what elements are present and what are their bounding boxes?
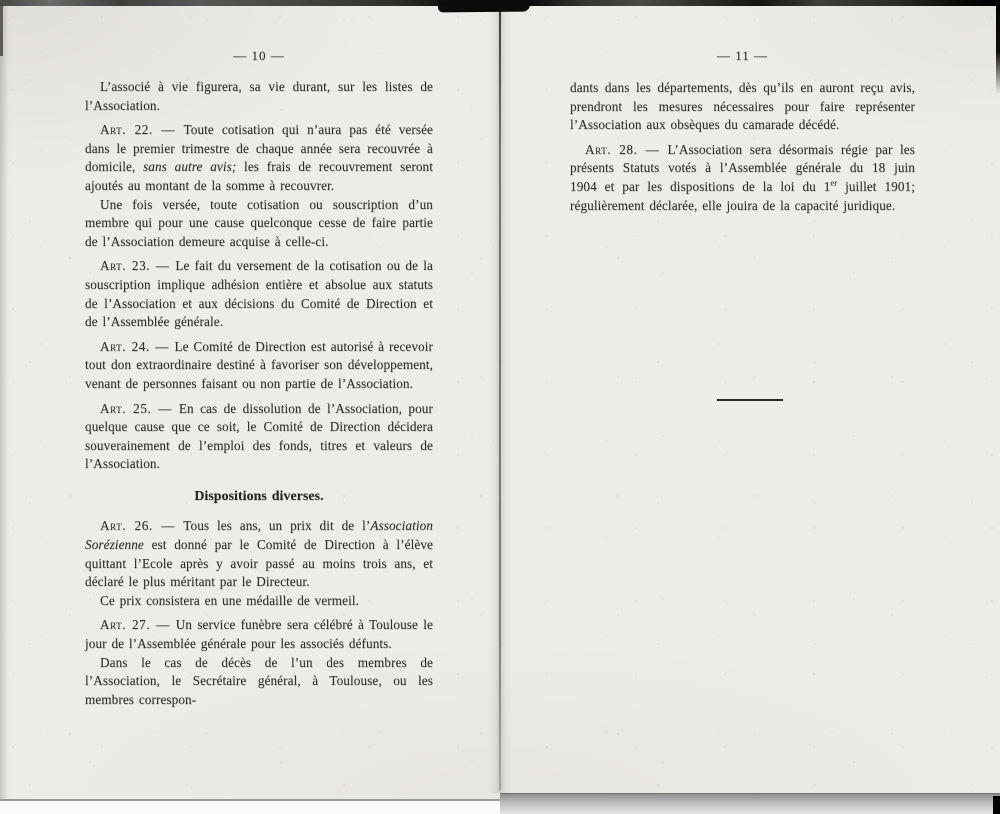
text-segment: Un service funèbre sera célébré à Toulouse le jour de l’Assemblée générale pour les associés défunts. (85, 617, 433, 652)
text-segment: Association Sorézienne (85, 518, 433, 553)
text-segment: Art. 25. — (100, 400, 179, 416)
text-segment: Art. 26. — (100, 518, 184, 534)
paragraph-ce-prix (85, 592, 433, 611)
text-segment: les frais de recouvrement seront ajoutés au montant de la somme à recouvrer. (85, 159, 433, 193)
text-segment: Art. 27. — (100, 617, 176, 633)
text-segment: Art. 22. — (100, 122, 184, 138)
end-of-statutes-rule (717, 399, 783, 401)
text-segment: er (830, 177, 838, 188)
paragraph-dants-continuation (570, 79, 915, 135)
scan-bottom-right-corner-artifact (993, 796, 1000, 814)
text-segment: Tous les ans, un prix dit de l’ (183, 518, 371, 534)
paragraph-article-23 (85, 257, 433, 331)
text-segment: dants dans les départements, dès qu’ils en auront reçu avis, prendront les mesures nécessaires pour faire représenter l’Association aux obsèques du camarade décédé. (570, 80, 915, 133)
paragraph-article-26 (85, 517, 433, 591)
page-number-left: — 10 — (233, 48, 285, 63)
paragraph-article-22 (85, 121, 433, 195)
text-segment: L’Association sera désormais régie par les présents Statuts votés à l’Assemblée générale du 18 juin 1904 et par les dispositions de la loi du 1 (570, 141, 915, 194)
text-segment: L’associé à vie figurera, sa vie durant, sur les listes de l’Association. (85, 79, 433, 113)
section-heading-dispositions-diverses: Dispositions diverses. (194, 487, 324, 503)
page-number-right: — 11 — (716, 48, 769, 63)
text-segment: Art. 28. — (585, 141, 668, 157)
text-segment: Le fait du versement de la cotisation ou de la souscription implique adhésion entière et absolue aux statuts de l’Association et aux décisions du Comité de Direction et de l’Assemblée générale. (85, 258, 433, 330)
scan-bottom-left-edge (0, 799, 500, 814)
text-segment: Toute cotisation qui n’aura pas été versée dans le premier trimestre de chaque année sera recouvrée à domicile, (85, 122, 433, 175)
paragraph-article-24 (85, 338, 433, 394)
right-page-text-column (570, 79, 915, 401)
scan-bottom-right-shadow (500, 793, 1000, 814)
page-fold-line (499, 4, 501, 790)
text-segment: est donné par le Comité de Direction à l’élève quittant l’Ecole après y avoir passé au moins trois ans, et déclaré le plus méritant par le Directeur. (85, 537, 433, 590)
text-segment: Art. 24. — (100, 338, 175, 354)
scan-right-edge-artifact (996, 0, 1000, 94)
text-segment: sans autre avis; (143, 159, 237, 175)
text-segment: juillet 1901; régulièrement déclarée, elle jouira de la capacité juridique. (570, 178, 915, 213)
text-segment: Art. 23. — (100, 258, 176, 274)
paragraph-article-25 (85, 400, 433, 474)
text-segment: Le Comité de Direction est autorisé à recevoir tout don extraordinaire destiné à favoriser son développement, venant de personnes faisant ou non partie de l’Association. (85, 338, 433, 391)
paragraph-article-28 (570, 141, 915, 215)
text-segment: En cas de dissolution de l’Association, pour quelque cause que ce soit, le Comité de Direction décidera souverainement de l’emploi des fonds, titres et valeurs de l’Association. (85, 400, 433, 472)
scan-top-center-artifact (438, 0, 530, 12)
text-segment: Une fois versée, toute cotisation ou souscription d’un membre qui pour une cause quelconque cesse de faire partie de l’Association demeure acquise à celle-ci. (85, 196, 433, 249)
left-page-text-column (85, 78, 433, 709)
paragraph-dans-le-cas (85, 654, 433, 710)
paragraph-associe-a-vie (85, 78, 433, 115)
paragraph-une-fois-versee (85, 196, 433, 252)
scan-left-edge-shadow (0, 0, 9, 799)
text-segment: Dans le cas de décès de l’un des membres de l’Association, le Secrétaire général, à Toulouse, ou les membres correspon- (85, 654, 433, 707)
paragraph-article-27 (85, 616, 433, 653)
text-segment: Ce prix consistera en une médaille de vermeil. (100, 592, 360, 608)
